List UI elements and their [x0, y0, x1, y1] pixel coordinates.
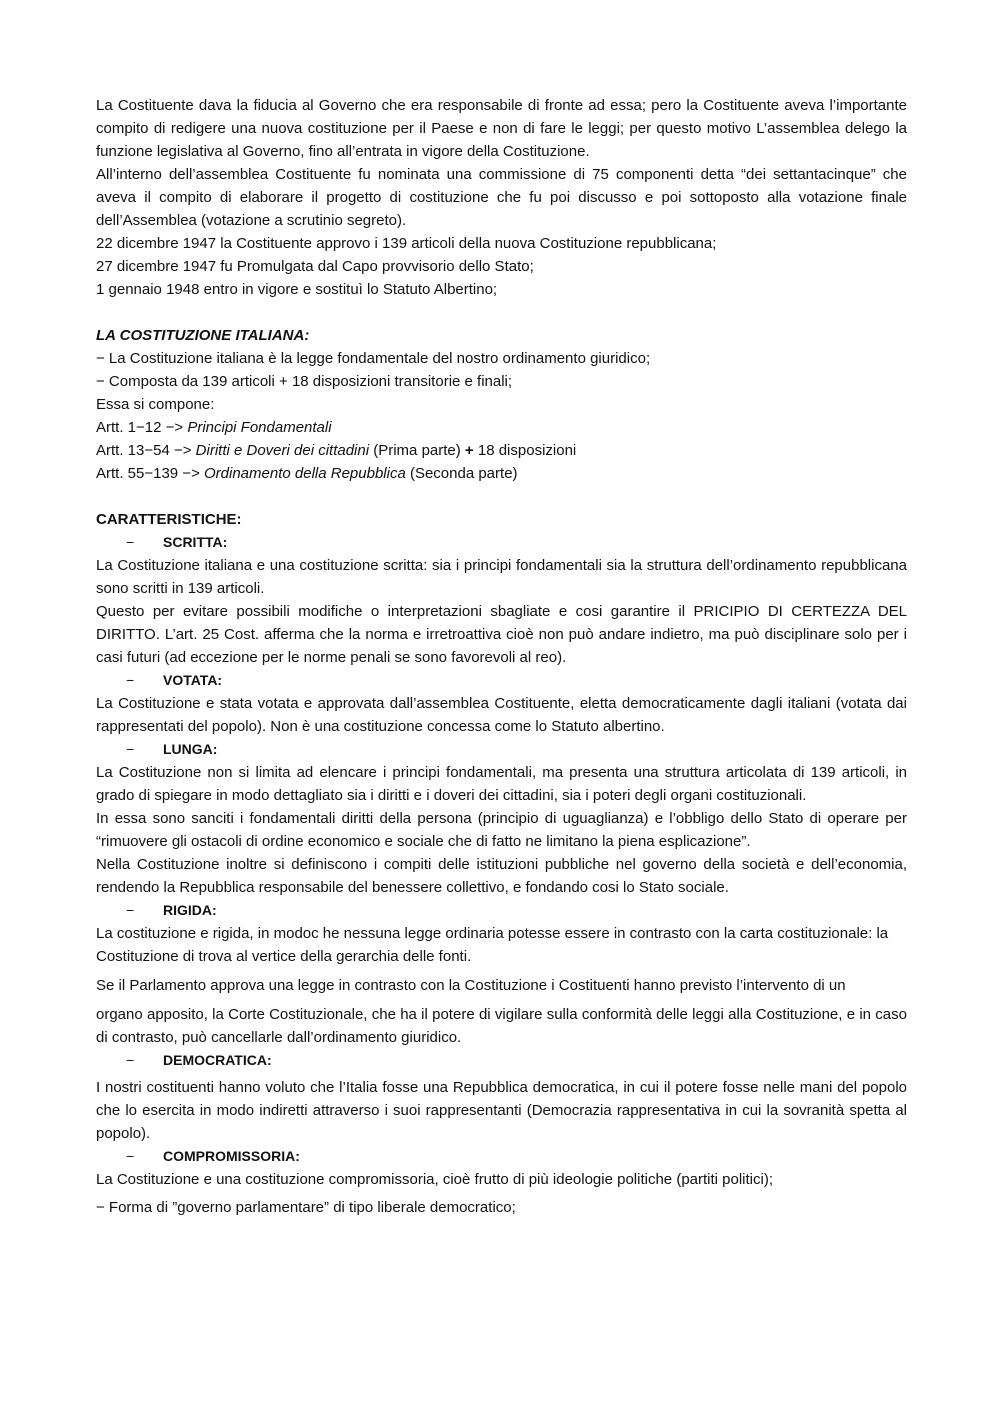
bullet-label-compromissoria: COMPROMISSORIA:	[163, 1148, 300, 1164]
section-title-caratteristiche: CARATTERISTICHE:	[96, 511, 242, 528]
bullet-label-votata: VOTATA:	[163, 672, 223, 688]
intro-paragraph-2: All’interno dell’assemblea Costituente fu nominata una commissione di 75 componenti detta “dei settantacinque” che aveva il compito di elaborare il progetto di costituzione che fu poi discusso e poi sottoposto alla votazione finale dell’Assemblea (votazione a scrutinio segreto).	[96, 166, 907, 229]
rigida-paragraph-3: organo apposito, la Corte Costituzionale, che ha il potere di vigilare sulla conformità delle leggi alla Costituzione, e in caso di contrasto, può cancellarle dall’ordinamento giuridico.	[96, 1006, 907, 1046]
dash-bullet: −	[126, 534, 135, 550]
scritta-paragraph-2: Questo per evitare possibili modifiche o interpretazioni sbagliate e cosi garantire il PRICIPIO DI CERTEZZA DEL DIRITTO. L’art. 25 Cost. afferma che la norma e irretroattiva cioè non può andare indietro, ma può disciplinare solo per i casi futuri (ad eccezione per le norme penali se sono favorevoli al reo).	[96, 603, 907, 666]
articles-part-2-tail: 18 disposizioni	[473, 442, 577, 459]
bullet-label-lunga: LUNGA:	[163, 741, 218, 757]
bullet-label-scritta: SCRITTA:	[163, 534, 228, 550]
spacer	[96, 301, 907, 324]
dash-bullet: −	[126, 741, 135, 757]
articles-line-2	[96, 439, 907, 462]
lunga-paragraph-3: Nella Costituzione inoltre si definiscono i compiti delle istituzioni pubbliche nel governo della società e dell’economia, rendendo la Repubblica responsabile del benessere collettivo, e fondando cosi lo Stato sociale.	[96, 856, 907, 896]
bullet-heading-scritta	[96, 531, 907, 554]
costituzione-line-3: Essa si compone:	[96, 396, 215, 413]
dash-bullet: −	[126, 1148, 135, 1164]
compromissoria-paragraph-2: − Forma di ”governo parlamentare” di tipo liberale democratico;	[96, 1199, 516, 1216]
bullet-label-rigida: RIGIDA:	[163, 902, 217, 918]
dash-bullet: −	[126, 1052, 135, 1068]
bullet-heading-rigida	[96, 899, 907, 922]
bullet-heading-votata	[96, 669, 907, 692]
costituzione-line-1: − La Costituzione italiana è la legge fondamentale del nostro ordinamento giuridico;	[96, 350, 651, 367]
articles-range-2: Artt. 13−54 −>	[96, 442, 196, 459]
date-line-1: 22 dicembre 1947 la Costituente approvo i 139 articoli della nuova Costituzione repubblicana;	[96, 235, 717, 252]
document-page	[96, 94, 907, 1219]
bullet-heading-compromissoria	[96, 1145, 907, 1168]
articles-part-3-note: (Seconda parte)	[405, 465, 518, 482]
bullet-heading-lunga	[96, 738, 907, 761]
articles-range-3: Artt. 55−139 −>	[96, 465, 204, 482]
articles-part-2-note: (Prima parte)	[369, 442, 465, 459]
votata-paragraph-1: La Costituzione e stata votata e approvata dall’assemblea Costituente, eletta democraticamente dagli italiani (votata dai rappresentati del popolo). Non è una costituzione concessa come lo Statuto albertino.	[96, 695, 907, 735]
articles-range-1: Artt. 1−12 −>	[96, 419, 188, 436]
rigida-paragraph-2: Se il Parlamento approva una legge in contrasto con la Costituzione i Costituenti hanno previsto l’intervento di un	[96, 977, 846, 994]
spacer	[96, 485, 907, 508]
scritta-paragraph-1: La Costituzione italiana e una costituzione scritta: sia i principi fondamentali sia la struttura dell’ordinamento repubblicana sono scritti in 139 articoli.	[96, 557, 907, 597]
articles-part-2: Diritti e Doveri dei cittadini	[195, 442, 370, 459]
articles-line-3	[96, 462, 907, 485]
date-line-3: 1 gennaio 1948 entro in vigore e sostituì lo Statuto Albertino;	[96, 281, 498, 298]
bullet-label-democratica: DEMOCRATICA:	[163, 1052, 272, 1068]
democratica-paragraph-1: I nostri costituenti hanno voluto che l’Italia fosse una Repubblica democratica, in cui il potere fosse nelle mani del popolo che lo esercita in modo indiretti attraverso i suoi rappresentanti (Democrazia rappresentativa in cui la sovranità spetta al popolo).	[96, 1079, 907, 1142]
date-line-2: 27 dicembre 1947 fu Promulgata dal Capo provvisorio dello Stato;	[96, 258, 534, 275]
bullet-heading-democratica	[96, 1049, 907, 1072]
compromissoria-paragraph-1: La Costituzione e una costituzione compromissoria, cioè frutto di più ideologie politiche (partiti politici);	[96, 1171, 774, 1188]
section-title-costituzione: LA COSTITUZIONE ITALIANA:	[96, 327, 310, 344]
dash-bullet: −	[126, 902, 135, 918]
articles-plus-sign: +	[464, 442, 474, 459]
dash-bullet: −	[126, 672, 135, 688]
articles-line-1	[96, 416, 907, 439]
rigida-paragraph-1: La costituzione e rigida, in modoc he nessuna legge ordinaria potesse essere in contrasto con la carta costituzionale: la Costituzione di trova al vertice della gerarchia delle fonti.	[96, 925, 889, 965]
articles-part-3: Ordinamento della Repubblica	[204, 465, 406, 482]
intro-paragraph-1: La Costituente dava la fiducia al Governo che era responsabile di fronte ad essa; pero la Costituente aveva l’importante compito di redigere una nuova costituzione per il Paese e non di fare le leggi; per questo motivo L’assemblea delego la funzione legislativa al Governo, fino all’entrata in vigore della Costituzione.	[96, 97, 907, 160]
lunga-paragraph-2: In essa sono sanciti i fondamentali diritti della persona (principio di uguaglianza) e l’obbligo dello Stato di operare per “rimuovere gli ostacoli di ordine economico e sociale che di fatto ne limitano la piena esplicazione”.	[96, 810, 907, 850]
costituzione-line-2: − Composta da 139 articoli + 18 disposizioni transitorie e finali;	[96, 373, 513, 390]
lunga-paragraph-1: La Costituzione non si limita ad elencare i principi fondamentali, ma presenta una struttura articolata di 139 articoli, in grado di spiegare in modo dettagliato sia i diritti e i doveri dei cittadini, sia i poteri degli organi costituzionali.	[96, 764, 907, 804]
articles-part-1: Principi Fondamentali	[187, 419, 332, 436]
